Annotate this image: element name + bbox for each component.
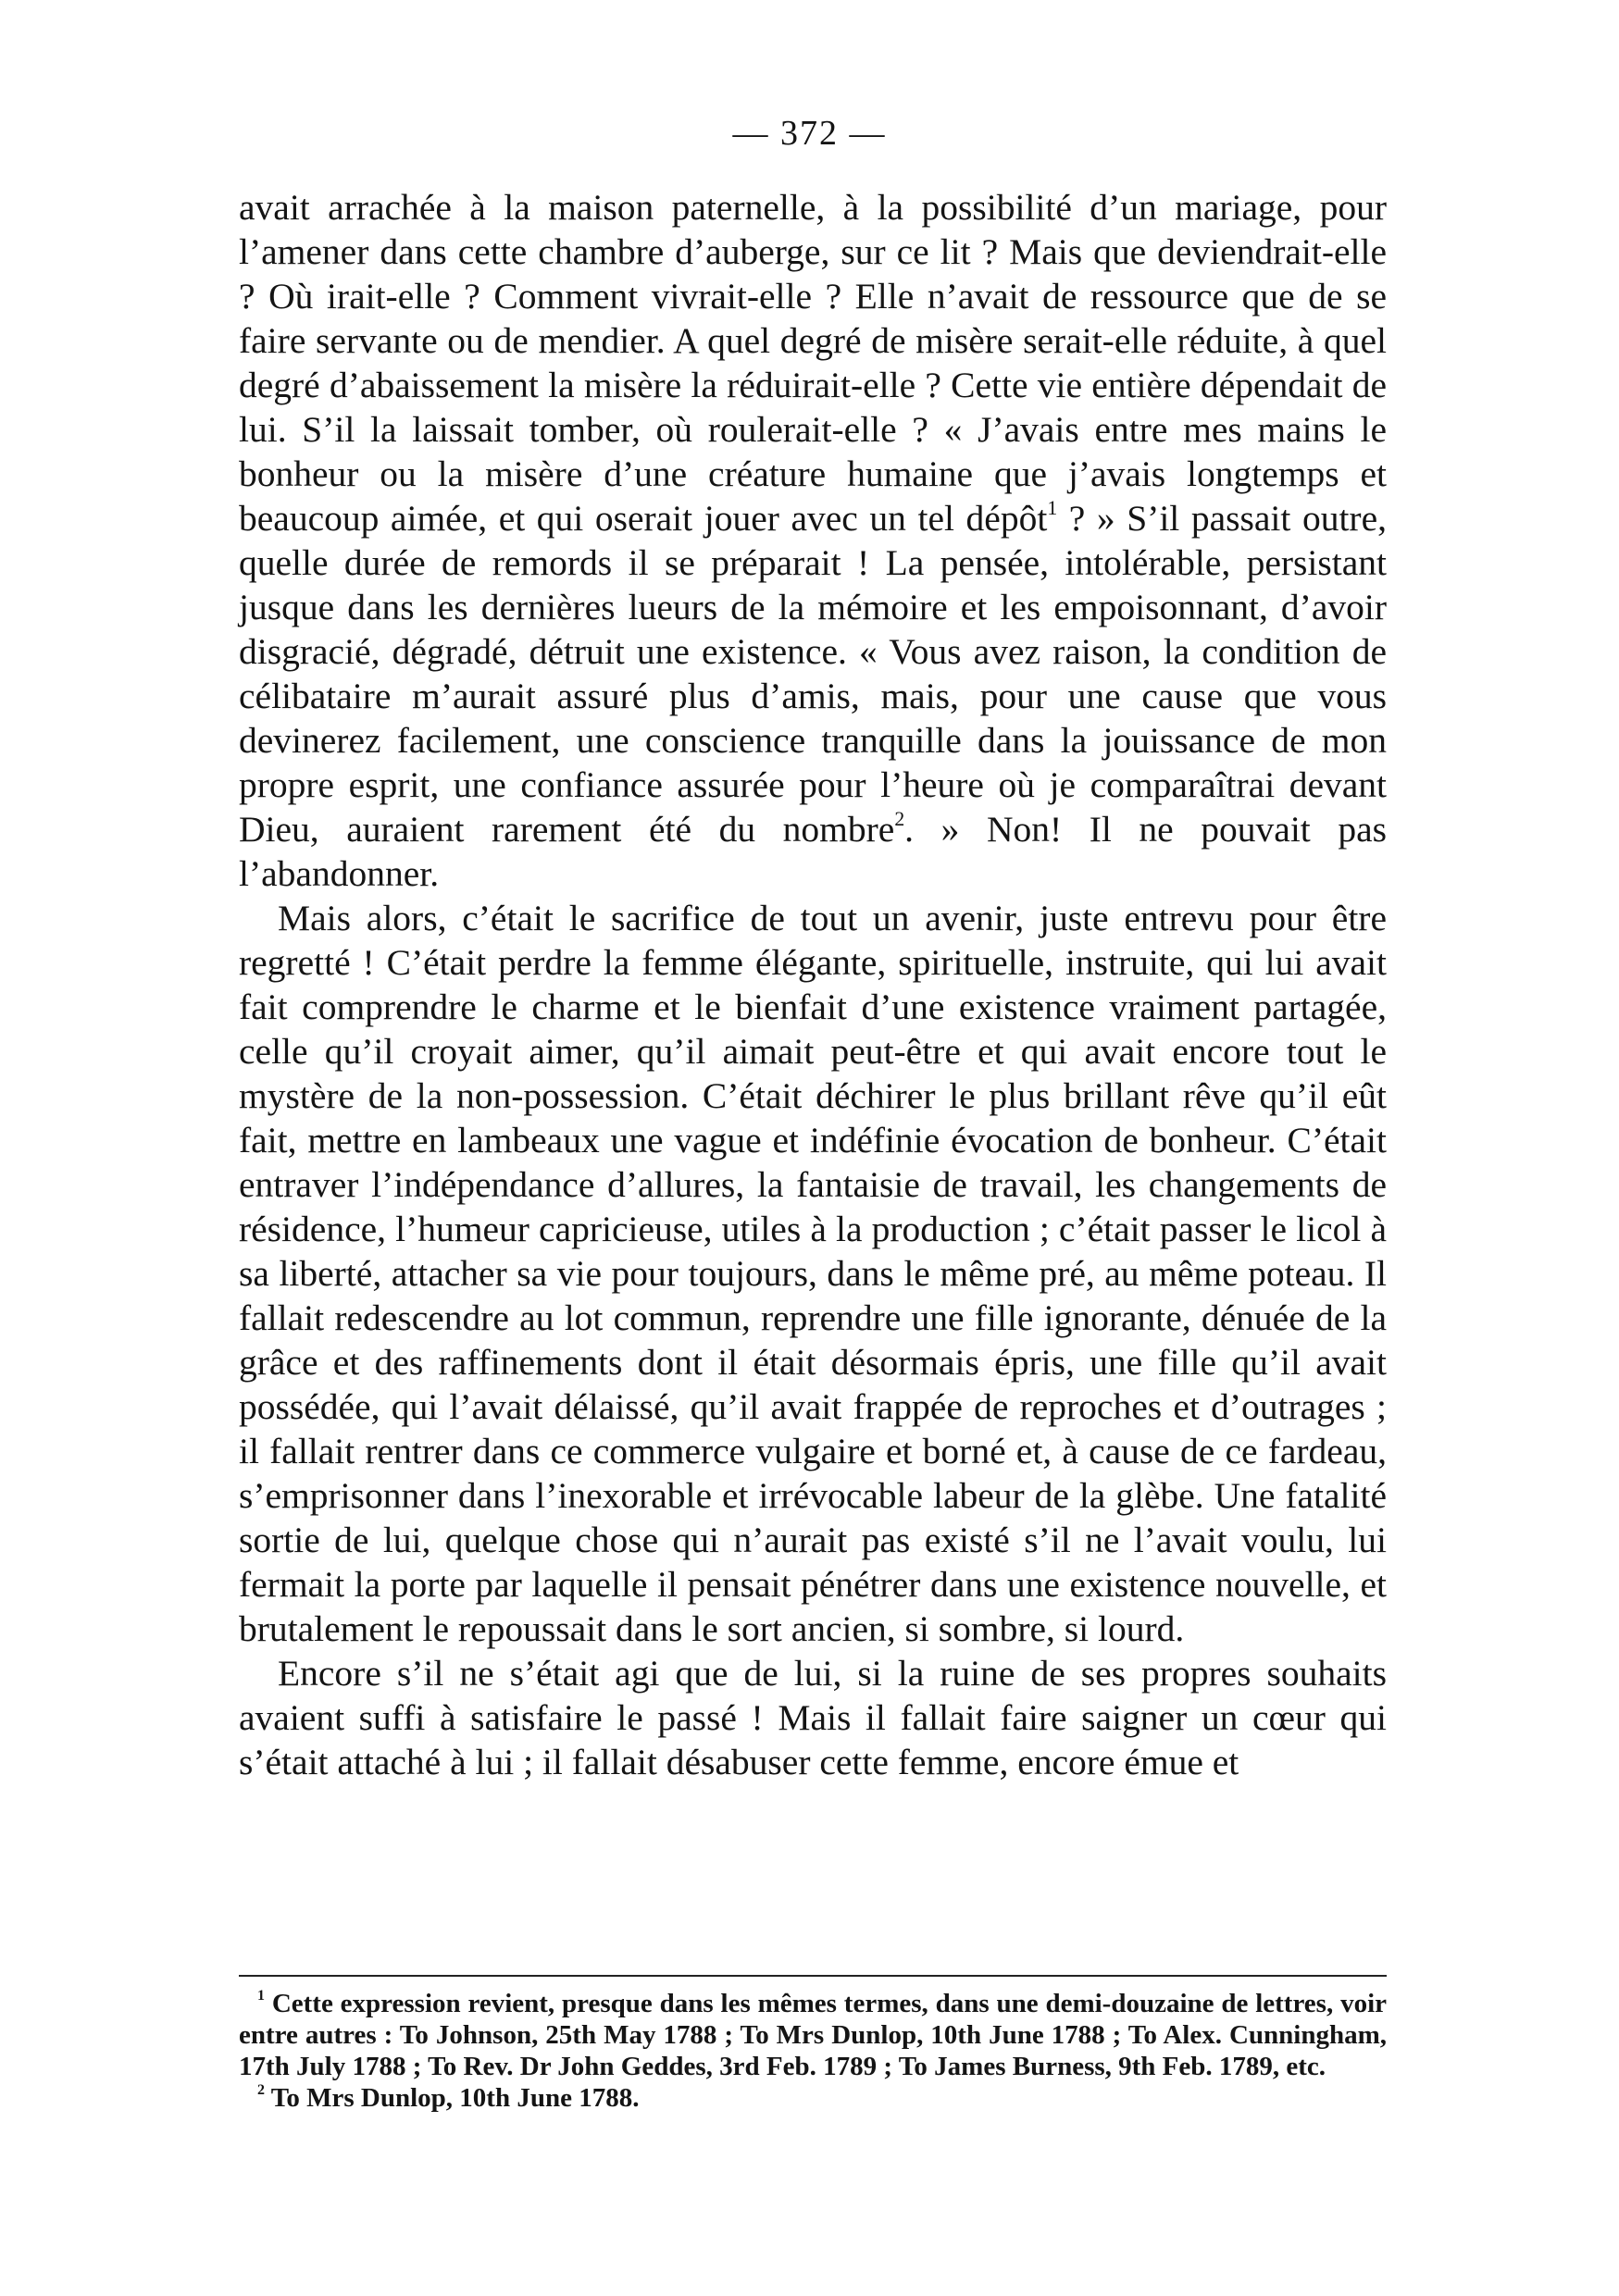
- footnote-2-text: To Mrs Dunlop, 10th June 1788.: [270, 2083, 640, 2113]
- footnote-ref-2: 2: [894, 807, 905, 830]
- footnote-2: [239, 2082, 1387, 2114]
- footnote-1: [239, 1988, 1387, 2082]
- page-number: — 372 —: [732, 114, 887, 153]
- main-text: [239, 185, 1387, 1784]
- footnote-1-text: Cette expression revient, presque dans les mêmes termes, dans une demi-douzaine de lettres, voir entre autres : To Johnson, 25th May 1788 ; To Mrs Dunlop, 10th June 1788 ; To Alex. Cunningham, 17th July 1788 ; To Rev. Dr John Geddes, 3rd Feb. 1789 ; To James Burness, 9th Feb. 1789, etc.: [239, 1989, 1387, 2081]
- footnote-2-marker: 2: [257, 2081, 265, 2098]
- paragraph-1-text: avait arrachée à la maison paternelle, à la possibilité d’un mariage, pour l’amener dans cette chambre d’auberge, sur ce lit ? Mais que deviendrait-elle ? Où irait-elle ? Comment vivrait-elle ? Elle n’avait de ressource que de se faire servante ou de mendier. A quel degré de misère serait-elle réduite, à quel degré d’abaissement la misère la réduirait-elle ? Cette vie entière dépendait de lui. S’il la laissait tomber, où roulerait-elle ? « J’avais entre mes mains le bonheur ou la misère d’une créature humaine que j’avais longtemps et beaucoup aimée, et qui oserait jouer avec un tel dépôt: [239, 187, 1387, 539]
- paragraph-3: Encore s’il ne s’était agi que de lui, si la ruine de ses propres souhaits avaient suffi à satisfaire le passé ! Mais il fallait faire saigner un cœur qui s’était attaché à lui ; il fallait désabuser cette femme, encore émue et: [239, 1653, 1387, 1782]
- footnote-1-marker: 1: [257, 1987, 265, 2004]
- footnotes: [239, 1988, 1387, 2114]
- paragraph-1: [239, 185, 1387, 896]
- paragraph-1-text-end: . » Non! Il ne pouvait pas l’abandonner.: [239, 809, 1387, 894]
- paragraph-1-text-cont: ? » S’il passait outre, quelle durée de remords il se préparait ! La pensée, intolérable, persistant jusque dans les dernières lueurs de la mémoire et les empoisonnant, d’avoir disgracié, dégradé, détruit une existence. « Vous avez raison, la condition de célibataire m’aurait assuré plus d’amis, mais, pour une cause que vous devinerez facilement, une conscience tranquille dans la jouissance de mon propre esprit, une confiance assurée pour l’heure où je comparaîtrai devant Dieu, auraient rarement été du nombre: [239, 498, 1387, 850]
- footnote-ref-1: 1: [1047, 496, 1058, 519]
- paragraph-2: Mais alors, c’était le sacrifice de tout un avenir, juste entrevu pour être regretté ! C’était perdre la femme élégante, spirituelle, instruite, qui lui avait fait comprendre le charme et le bienfait d’une existence vraiment partagée, celle qu’il croyait aimer, qu’il aimait peut-être et qui avait encore tout le mystère de la non-possession. C’était déchirer le plus brillant rêve qu’il eût fait, mettre en lambeaux une vague et indéfinie évocation de bonheur. C’était entraver l’indépendance d’allures, la fantaisie de travail, les changements de résidence, l’humeur capricieuse, utiles à la production ; c’était passer le licol à sa liberté, attacher sa vie pour toujours, dans le même pré, au même poteau. Il fallait redescendre au lot commun, reprendre une fille ignorante, dénuée de la grâce et des raffinements dont il était désormais épris, une fille qu’il avait possédée, qui l’avait délaissé, qu’il avait frappée de reproches et d’outrages ; il fallait rentrer dans ce commerce vulgaire et borné et, à cause de ce fardeau, s’emprisonner dans l’inexorable et irrévocable labeur de la glèbe. Une fatalité sortie de lui, quelque chose qui n’aurait pas existé s’il ne l’avait voulu, lui fermait la porte par laquelle il pensait pénétrer dans une existence nouvelle, et brutalement le repoussait dans le sort ancien, si sombre, si lourd.: [239, 898, 1387, 1649]
- footnote-rule: [239, 1975, 1387, 1977]
